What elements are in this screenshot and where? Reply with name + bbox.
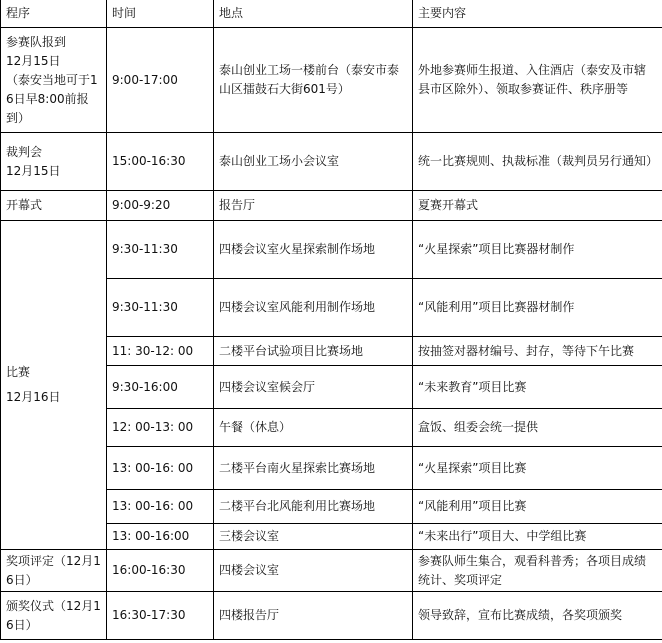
time-cell: 9:00-17:00: [107, 28, 214, 133]
content-cell: 按抽签对器材编号、封存，等待下午比赛: [413, 337, 662, 366]
table-row: [1, 221, 662, 279]
table-row: [1, 28, 662, 133]
content-cell: 外地参赛师生报道、入住酒店（泰安及市辖县市区除外）、领取参赛证件、秩序册等: [413, 28, 662, 133]
time-cell: 9:00-9:20: [107, 191, 214, 221]
location-cell: 泰山创业工场一楼前台（泰安市泰山区擂鼓石大街601号）: [214, 28, 413, 133]
time-cell: 9:30-11:30: [107, 221, 214, 279]
content-cell: “风能利用”项目比赛器材制作: [413, 279, 662, 337]
time-cell: 16:30-17:30: [107, 592, 214, 640]
time-cell: 13: 00-16: 00: [107, 447, 214, 490]
header-program: 程序: [1, 0, 107, 28]
header-time: 时间: [107, 0, 214, 28]
program-cell: 开幕式: [1, 191, 107, 221]
content-cell: “风能利用”项目比赛: [413, 490, 662, 524]
competition-date: 12月16日: [6, 390, 61, 404]
table-row: [1, 592, 662, 640]
content-cell: “火星探索”项目比赛器材制作: [413, 221, 662, 279]
content-cell: 领导致辞，宣布比赛成绩，各奖项颁奖: [413, 592, 662, 640]
table-row: [1, 133, 662, 191]
location-cell: 报告厅: [214, 191, 413, 221]
location-cell: 四楼会议室: [214, 550, 413, 592]
time-cell: 12: 00-13: 00: [107, 409, 214, 447]
location-cell: 午餐（休息）: [214, 409, 413, 447]
header-location: 地点: [214, 0, 413, 28]
location-cell: 二楼平台试验项目比赛场地: [214, 337, 413, 366]
content-cell: 盒饭、组委会统一提供: [413, 409, 662, 447]
time-cell: 13: 00-16: 00: [107, 490, 214, 524]
location-cell: 四楼会议室火星探索制作场地: [214, 221, 413, 279]
table-row: [1, 191, 662, 221]
time-cell: 13: 00-16:00: [107, 524, 214, 550]
content-cell: 参赛队师生集合，观看科普秀；各项目成绩统计、奖项评定: [413, 550, 662, 592]
time-cell: 15:00-16:30: [107, 133, 214, 191]
competition-label: 比赛: [6, 365, 31, 379]
location-cell: 四楼会议室风能利用制作场地: [214, 279, 413, 337]
content-cell: “未来出行”项目大、中学组比赛: [413, 524, 662, 550]
table-row: [1, 550, 662, 592]
time-cell: 9:30-11:30: [107, 279, 214, 337]
location-cell: 二楼平台北风能利用比赛场地: [214, 490, 413, 524]
program-cell: 奖项评定（12月16日）: [1, 550, 107, 592]
location-cell: 二楼平台南火星探索比赛场地: [214, 447, 413, 490]
location-cell: 四楼报告厅: [214, 592, 413, 640]
header-content: 主要内容: [413, 0, 662, 28]
location-cell: 四楼会议室候会厅: [214, 366, 413, 409]
program-cell: 参赛队报到 12月15日 （泰安当地可于16日早8:00前报到）: [1, 28, 107, 133]
content-cell: “火星探索”项目比赛: [413, 447, 662, 490]
program-cell: 颁奖仪式（12月16日）: [1, 592, 107, 640]
content-cell: 夏赛开幕式: [413, 191, 662, 221]
content-cell: “未来教育”项目比赛: [413, 366, 662, 409]
header-row: [1, 0, 662, 28]
time-cell: 9:30-16:00: [107, 366, 214, 409]
time-cell: 11: 30-12: 00: [107, 337, 214, 366]
location-cell: 泰山创业工场小会议室: [214, 133, 413, 191]
content-cell: 统一比赛规则、执裁标准（裁判员另行通知）: [413, 133, 662, 191]
time-cell: 16:00-16:30: [107, 550, 214, 592]
location-cell: 三楼会议室: [214, 524, 413, 550]
program-cell: 裁判会 12月15日: [1, 133, 107, 191]
competition-group-cell: [1, 221, 107, 550]
